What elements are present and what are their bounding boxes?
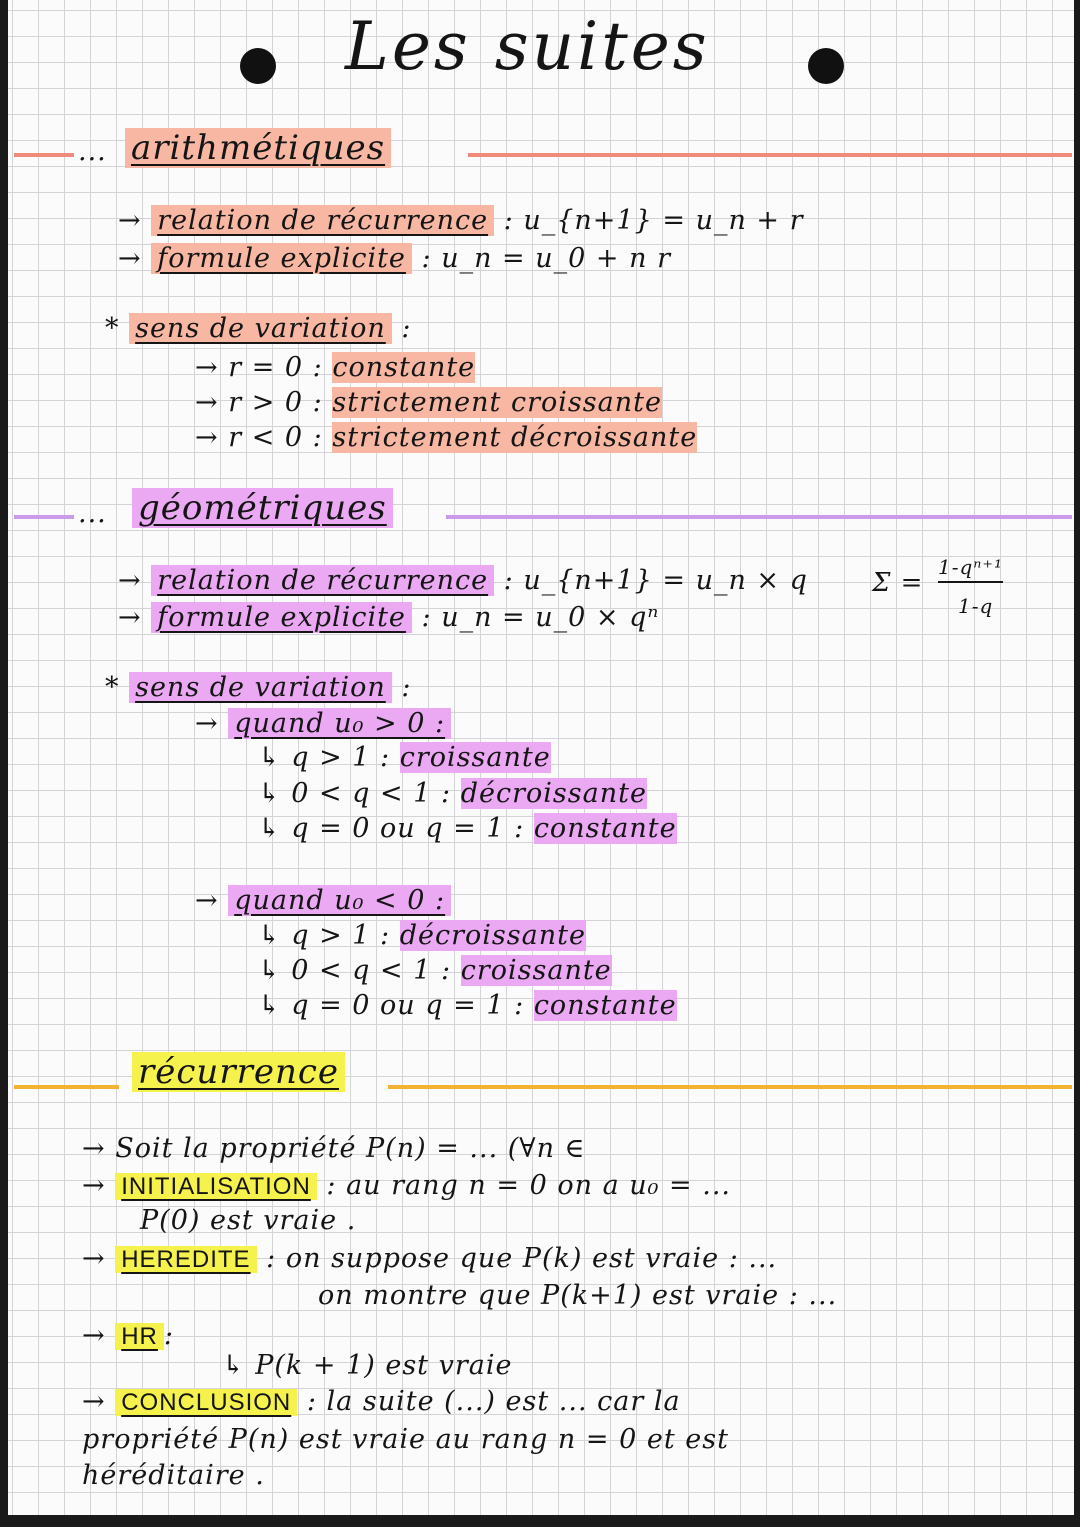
section-rule-left	[14, 1085, 119, 1089]
geo-line-2: → formule explicite : u_n = u_0 × qⁿ	[118, 602, 660, 633]
result: décroissante	[460, 778, 647, 809]
formula: : u_{n+1} = u_n + r	[503, 205, 804, 236]
cond: 0 < q < 1 :	[291, 955, 452, 986]
cond: q > 1 :	[291, 920, 391, 951]
heading-recurrence: récurrence	[132, 1052, 345, 1092]
label: HEREDITE	[115, 1246, 256, 1273]
result: strictement décroissante	[332, 422, 698, 453]
cond: 0 < q < 1 :	[291, 778, 452, 809]
label: CONCLUSION	[115, 1389, 297, 1416]
text: : au rang n = 0 on a u₀ = ...	[326, 1170, 732, 1201]
result: constante	[533, 990, 677, 1021]
rec-conclusion-2: propriété P(n) est vraie au rang n = 0 et est	[82, 1424, 729, 1455]
result: strictement croissante	[332, 387, 662, 418]
heading-arithmetic: arithmétiques	[125, 128, 391, 168]
section-rule-right	[388, 1085, 1072, 1089]
when: quand u₀ > 0 :	[228, 708, 451, 739]
cond: q = 0 ou q = 1 :	[291, 990, 525, 1021]
label: formule explicite	[151, 243, 412, 274]
ellipsis: ...	[78, 136, 107, 167]
rec-init-2: P(0) est vraie .	[140, 1205, 357, 1236]
geo-case-2-item-3: ↳ q = 0 ou q = 1 : constante	[258, 990, 677, 1021]
sum-symbol: Σ =	[872, 568, 924, 598]
arith-line-1: → relation de récurrence : u_{n+1} = u_n + r	[118, 205, 804, 236]
rec-conclusion: → CONCLUSION : la suite (...) est ... car la	[82, 1386, 681, 1417]
rec-conclusion-3: héréditaire .	[82, 1460, 265, 1491]
sum-denominator: 1-q	[958, 594, 994, 618]
arith-variation-1: → r = 0 : constante	[195, 352, 476, 383]
rec-soit: → Soit la propriété P(n) = ... (∀n ∈	[82, 1133, 586, 1164]
formula: : u_n = u_0 × qⁿ	[421, 602, 660, 633]
cond: r > 0 :	[228, 387, 323, 418]
rec-hered-2: on montre que P(k+1) est vraie : ...	[318, 1280, 838, 1311]
result: constante	[533, 813, 677, 844]
punch-hole-left	[240, 48, 276, 84]
geo-case-1-item-1: ↳ q > 1 : croissante	[258, 742, 551, 773]
geo-line-1: → relation de récurrence : u_{n+1} = u_n × q	[118, 565, 808, 596]
rec-hr-result: ↳ P(k + 1) est vraie	[222, 1350, 513, 1381]
formula: : u_n = u_0 + n r	[421, 243, 671, 274]
geo-case-1-item-2: ↳ 0 < q < 1 : décroissante	[258, 778, 647, 809]
label: HR	[115, 1323, 164, 1350]
label: sens de variation	[129, 313, 392, 344]
formula: : u_{n+1} = u_n × q	[503, 565, 808, 596]
result: constante	[332, 352, 476, 383]
ellipsis: ...	[78, 498, 107, 529]
geo-case-2-item-1: ↳ q > 1 : décroissante	[258, 920, 586, 951]
result: croissante	[399, 742, 551, 773]
label: sens de variation	[129, 672, 392, 703]
when: quand u₀ < 0 :	[228, 885, 451, 916]
rec-init: → INITIALISATION : au rang n = 0 on a u₀ = ...	[82, 1170, 732, 1201]
cond: r < 0 :	[228, 422, 323, 453]
text: Soit la propriété P(n) = ... (∀n ∈	[115, 1133, 586, 1164]
text: :	[163, 1320, 174, 1351]
geo-case-negative: → quand u₀ < 0 :	[195, 885, 451, 916]
cond: q = 0 ou q = 1 :	[291, 813, 525, 844]
arith-variation-3: → r < 0 : strictement décroissante	[195, 422, 698, 453]
arith-variation-label: * sens de variation :	[105, 313, 412, 344]
label: relation de récurrence	[151, 565, 494, 596]
geo-case-1-item-3: ↳ q = 0 ou q = 1 : constante	[258, 813, 677, 844]
text: : on suppose que P(k) est vraie : ...	[266, 1243, 778, 1274]
cond: q > 1 :	[291, 742, 391, 773]
arith-variation-2: → r > 0 : strictement croissante	[195, 387, 662, 418]
section-rule-right	[446, 515, 1072, 519]
sum-numerator: 1-qⁿ⁺¹	[938, 555, 1003, 583]
label: INITIALISATION	[115, 1173, 317, 1200]
geo-case-positive: → quand u₀ > 0 :	[195, 708, 451, 739]
text: : la suite (...) est ... car la	[306, 1386, 681, 1417]
heading-geometric: géométriques	[132, 488, 393, 528]
label: formule explicite	[151, 602, 412, 633]
punch-hole-right	[808, 48, 844, 84]
section-rule-left	[14, 515, 74, 519]
section-rule-right	[468, 153, 1072, 157]
rec-hr: → HR :	[82, 1320, 174, 1351]
result: décroissante	[399, 920, 586, 951]
geo-variation-label: * sens de variation :	[105, 672, 412, 703]
geo-case-2-item-2: ↳ 0 < q < 1 : croissante	[258, 955, 612, 986]
label: relation de récurrence	[151, 205, 494, 236]
cond: r = 0 :	[228, 352, 323, 383]
result: croissante	[460, 955, 612, 986]
arith-line-2: → formule explicite : u_n = u_0 + n r	[118, 243, 671, 274]
page-title: Les suites	[345, 8, 710, 85]
section-rule-left	[14, 153, 74, 157]
rec-hered: → HEREDITE : on suppose que P(k) est vraie : ...	[82, 1243, 778, 1274]
